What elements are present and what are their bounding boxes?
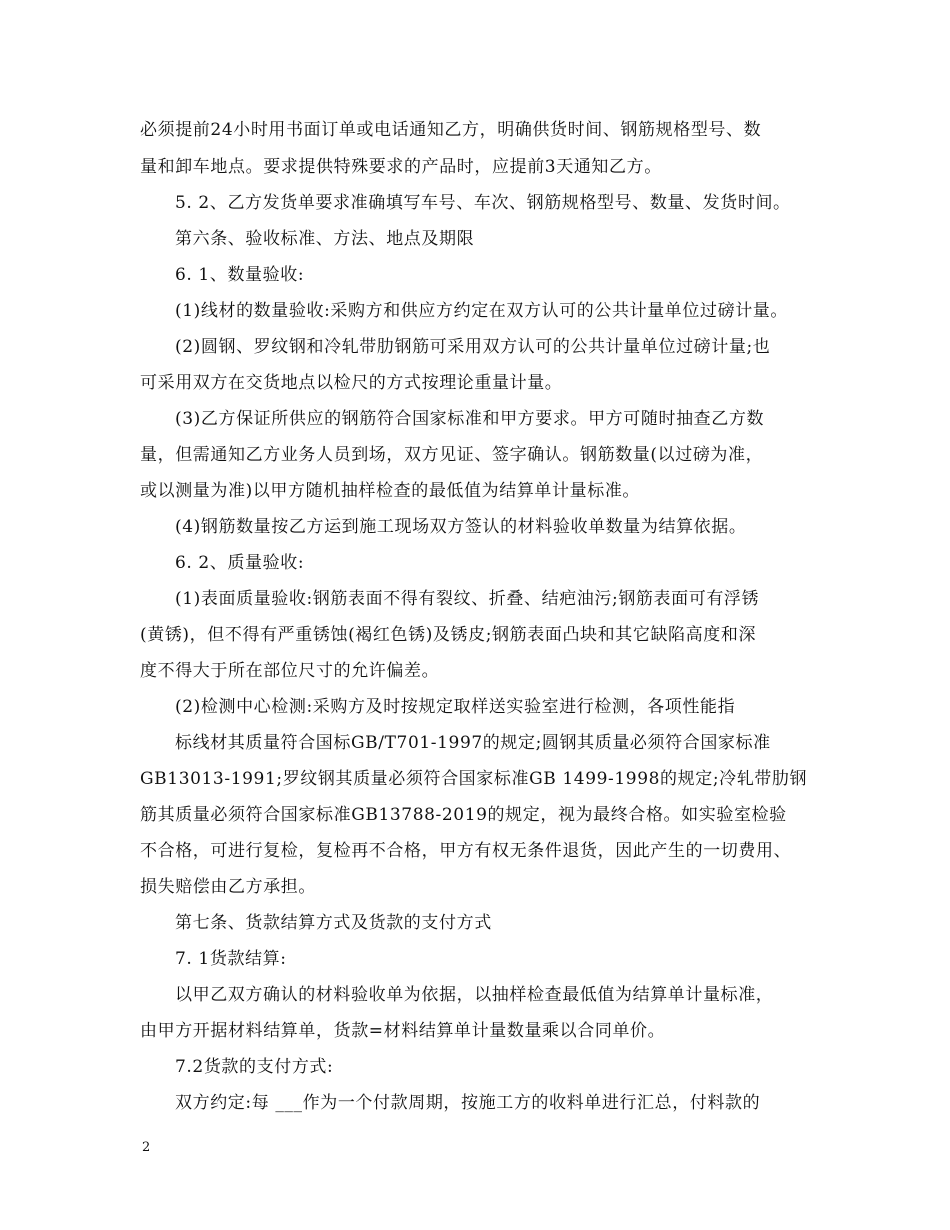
- text-line: 必须提前24小时用书面订单或电话通知乙方，明确供货时间、钢筋规格型号、数: [140, 120, 762, 140]
- text-line: 以甲乙双方确认的材料验收单为依据，以抽样检查最低值为结算单计量标准，: [175, 985, 774, 1005]
- section-heading: 第六条、验收标准、方法、地点及期限: [175, 229, 475, 249]
- subsection-heading: 7. 1货款结算:: [175, 949, 287, 969]
- text-line: (2)圆钢、罗纹钢和冷轧带肋钢筋可采用双方认可的公共计量单位过磅计量;也: [175, 337, 771, 357]
- page-number: 2: [142, 1140, 151, 1155]
- text-line: 不合格，可进行复检，复检再不合格，甲方有权无条件退货，因此产生的一切费用、: [140, 841, 792, 861]
- text-line: (1)表面质量验收:钢筋表面不得有裂纹、折叠、结疤油污;钢筋表面可有浮锈: [175, 589, 760, 609]
- text-line: 或以测量为准)以甲方随机抽样检查的最低值为结算单计量标准。: [140, 481, 641, 501]
- section-heading: 第七条、货款结算方式及货款的支付方式: [175, 913, 492, 933]
- text-line: 筋其质量必须符合国家标准GB13788-2019的规定，视为最终合格。如实验室检验: [140, 805, 787, 825]
- text-line: 可采用双方在交货地点以检尺的方式按理论重量计量。: [140, 373, 563, 393]
- text-line: 双方约定:每 ___作为一个付款周期，按施工方的收料单进行汇总，付料款的: [175, 1093, 761, 1113]
- subsection-heading: 6. 2、质量验收:: [175, 553, 305, 573]
- text-line: 由甲方开据材料结算单，货款=材料结算单计量数量乘以合同单价。: [140, 1021, 666, 1041]
- text-line: 量和卸车地点。要求提供特殊要求的产品时，应提前3天通知乙方。: [140, 157, 662, 177]
- text-line: GB13013-1991;罗纹钢其质量必须符合国家标准GB 1499-1998的规定;冷轧带肋钢: [140, 769, 808, 789]
- text-line: 量，但需通知乙方业务人员到场，双方见证、签字确认。钢筋数量(以过磅为准，: [140, 445, 764, 465]
- text-line: (2)检测中心检测:采购方及时按规定取样送实验室进行检测，各项性能指: [175, 697, 736, 717]
- text-line: (1)线材的数量验收:采购方和供应方约定在双方认可的公共计量单位过磅计量。: [175, 301, 789, 321]
- text-line: 5. 2、乙方发货单要求准确填写车号、车次、钢筋规格型号、数量、发货时间。: [175, 193, 791, 213]
- subsection-heading: 7.2货款的支付方式:: [175, 1057, 334, 1077]
- text-line: 度不得大于所在部位尺寸的允许偏差。: [140, 661, 440, 681]
- subsection-heading: 6. 1、数量验收:: [175, 265, 305, 285]
- text-line: (黄锈)，但不得有严重锈蚀(褐红色锈)及锈皮;钢筋表面凸块和其它缺陷高度和深: [140, 625, 757, 645]
- text-line: (3)乙方保证所供应的钢筋符合国家标准和甲方要求。甲方可随时抽查乙方数: [175, 409, 765, 429]
- text-line: (4)钢筋数量按乙方运到施工现场双方签认的材料验收单数量为结算依据。: [175, 517, 747, 537]
- text-line: 标线材其质量符合国标GB/T701-1997的规定;圆钢其质量必须符合国家标准: [175, 733, 771, 753]
- text-line: 损失赔偿由乙方承担。: [140, 877, 316, 897]
